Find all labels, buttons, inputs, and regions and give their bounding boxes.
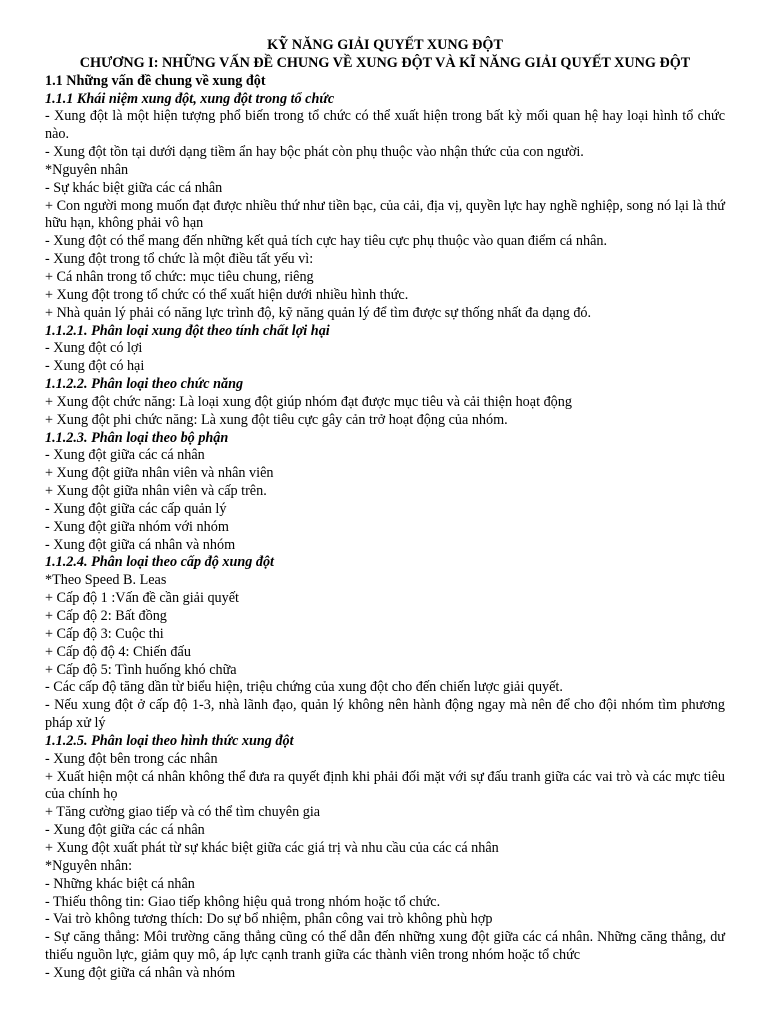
paragraph: - Sự khác biệt giữa các cá nhân [45, 179, 223, 196]
paragraph: + Tăng cường giao tiếp và có thể tìm chuyên gia [45, 804, 321, 821]
subsection-heading: 1.1.2.2. Phân loại theo chức năng [45, 376, 244, 393]
paragraph: - Xung đột giữa các cá nhân [45, 822, 205, 839]
document-page [45, 37, 725, 983]
paragraph: + Xuất hiện một cá nhân không thể đưa ra quyết định khi phải đối mặt với sự đấu tranh giữa các vai trò và các mực tiêu của chính họ [45, 768, 725, 803]
paragraph: - Nếu xung đột ở cấp độ 1-3, nhà lãnh đạo, quản lý không nên hành động ngay mà nên để cho đội nhóm tìm phương pháp xử lý [45, 697, 725, 732]
document-title: KỸ NĂNG GIẢI QUYẾT XUNG ĐỘT [267, 37, 503, 53]
paragraph: - Xung đột giữa các cấp quản lý [45, 500, 227, 517]
paragraph: + Xung đột chức năng: Là loại xung đột giúp nhóm đạt được mục tiêu và cải thiện hoạt động [45, 393, 572, 410]
paragraph: *Nguyên nhân: [45, 857, 133, 874]
paragraph: - Xung đột giữa các cá nhân [45, 447, 205, 464]
document-body [45, 73, 725, 983]
paragraph: + Cấp độ độ 4: Chiến đấu [45, 643, 191, 660]
subsection-heading: 1.1.2.3. Phân loại theo bộ phận [45, 429, 229, 446]
paragraph: + Xung đột giữa nhân viên và nhân viên [45, 465, 274, 482]
paragraph: - Xung đột trong tổ chức là một điều tất yếu vì: [45, 251, 314, 268]
paragraph: - Vai trò không tương thích: Do sự bổ nhiệm, phân công vai trò không phù hợp [45, 911, 493, 928]
paragraph: + Cấp độ 2: Bất đồng [45, 608, 167, 624]
subsection-heading: 1.1.2.4. Phân loại theo cấp độ xung đột [45, 554, 274, 571]
subsection-heading: 1.1.1 Khái niệm xung đột, xung đột trong tổ chức [45, 90, 335, 107]
paragraph: - Sự căng thẳng: Môi trường căng thẳng cũng có thể dẫn đến những xung đột giữa các cá nhân. Những căng thẳng, dư thiếu nguồn lực, giảm quy mô, áp lực cạnh tranh giữa các thành viên trong nhóm hoặc tổ chức [45, 929, 725, 964]
paragraph: + Xung đột trong tổ chức có thể xuất hiện dưới nhiều hình thức. [45, 286, 409, 303]
paragraph: + Cấp độ 1 :Vấn đề cần giải quyết [45, 590, 239, 607]
paragraph: + Xung đột phi chức năng: Là xung đột tiêu cực gây cản trở hoạt động của nhóm. [45, 411, 508, 428]
paragraph: - Xung đột tồn tại dưới dạng tiềm ẩn hay bộc phát còn phụ thuộc vào nhận thức của con người. [45, 144, 584, 161]
paragraph: - Xung đột là một hiện tượng phổ biến trong tổ chức có thể xuất hiện trong bất kỳ mối quan hệ hay loại hình tổ chức nào. [45, 108, 725, 143]
paragraph: - Xung đột giữa cá nhân và nhóm [45, 536, 236, 553]
paragraph: - Xung đột giữa cá nhân và nhóm [45, 964, 236, 981]
paragraph: - Xung đột có thể mang đến những kết quả tích cực hay tiêu cực phụ thuộc vào quan điểm cá nhân. [45, 233, 608, 250]
paragraph: + Cá nhân trong tổ chức: mục tiêu chung, riêng [45, 268, 314, 285]
paragraph: + Xung đột xuất phát từ sự khác biệt giữa các giá trị và nhu cầu của các cá nhân [45, 839, 499, 856]
paragraph: - Các cấp độ tăng dần từ biểu hiện, triệu chứng của xung đột cho đến chiến lược giải quyết. [45, 679, 563, 696]
chapter-heading: CHƯƠNG I: NHỮNG VẤN ĐỀ CHUNG VỀ XUNG ĐỘT VÀ KĨ NĂNG GIẢI QUYẾT XUNG ĐỘT [79, 54, 691, 71]
paragraph: *Nguyên nhân [45, 161, 129, 178]
subsection-heading: 1.1.2.5. Phân loại theo hình thức xung đột [45, 732, 294, 749]
paragraph: - Xung đột giữa nhóm với nhóm [45, 518, 229, 535]
paragraph: - Thiếu thông tin: Giao tiếp không hiệu quả trong nhóm hoặc tổ chức. [45, 893, 441, 910]
paragraph: - Xung đột bên trong các nhân [45, 750, 218, 767]
section-heading: 1.1 Những vấn đề chung về xung đột [45, 72, 266, 89]
subsection-heading: 1.1.2.1. Phân loại xung đột theo tính chất lợi hại [45, 322, 330, 339]
paragraph: + Cấp độ 5: Tình huống khó chữa [45, 661, 237, 678]
paragraph: + Con người mong muốn đạt được nhiều thứ như tiền bạc, của cải, địa vị, quyền lực hay nghề nghiệp, song nó lại là thứ hữu hạn, không phải vô hạn [45, 197, 725, 232]
paragraph: - Xung đột có hại [45, 358, 145, 375]
paragraph: - Xung đột có lợi [45, 340, 143, 357]
paragraph: + Xung đột giữa nhân viên và cấp trên. [45, 483, 267, 500]
paragraph: + Nhà quản lý phải có năng lực trình độ, kỹ năng quản lý để tìm được sự thống nhất đa dạng đó. [45, 304, 592, 321]
paragraph: *Theo Speed B. Leas [45, 572, 167, 589]
paragraph: - Những khác biệt cá nhân [45, 875, 195, 892]
paragraph: + Cấp độ 3: Cuộc thi [45, 625, 164, 642]
